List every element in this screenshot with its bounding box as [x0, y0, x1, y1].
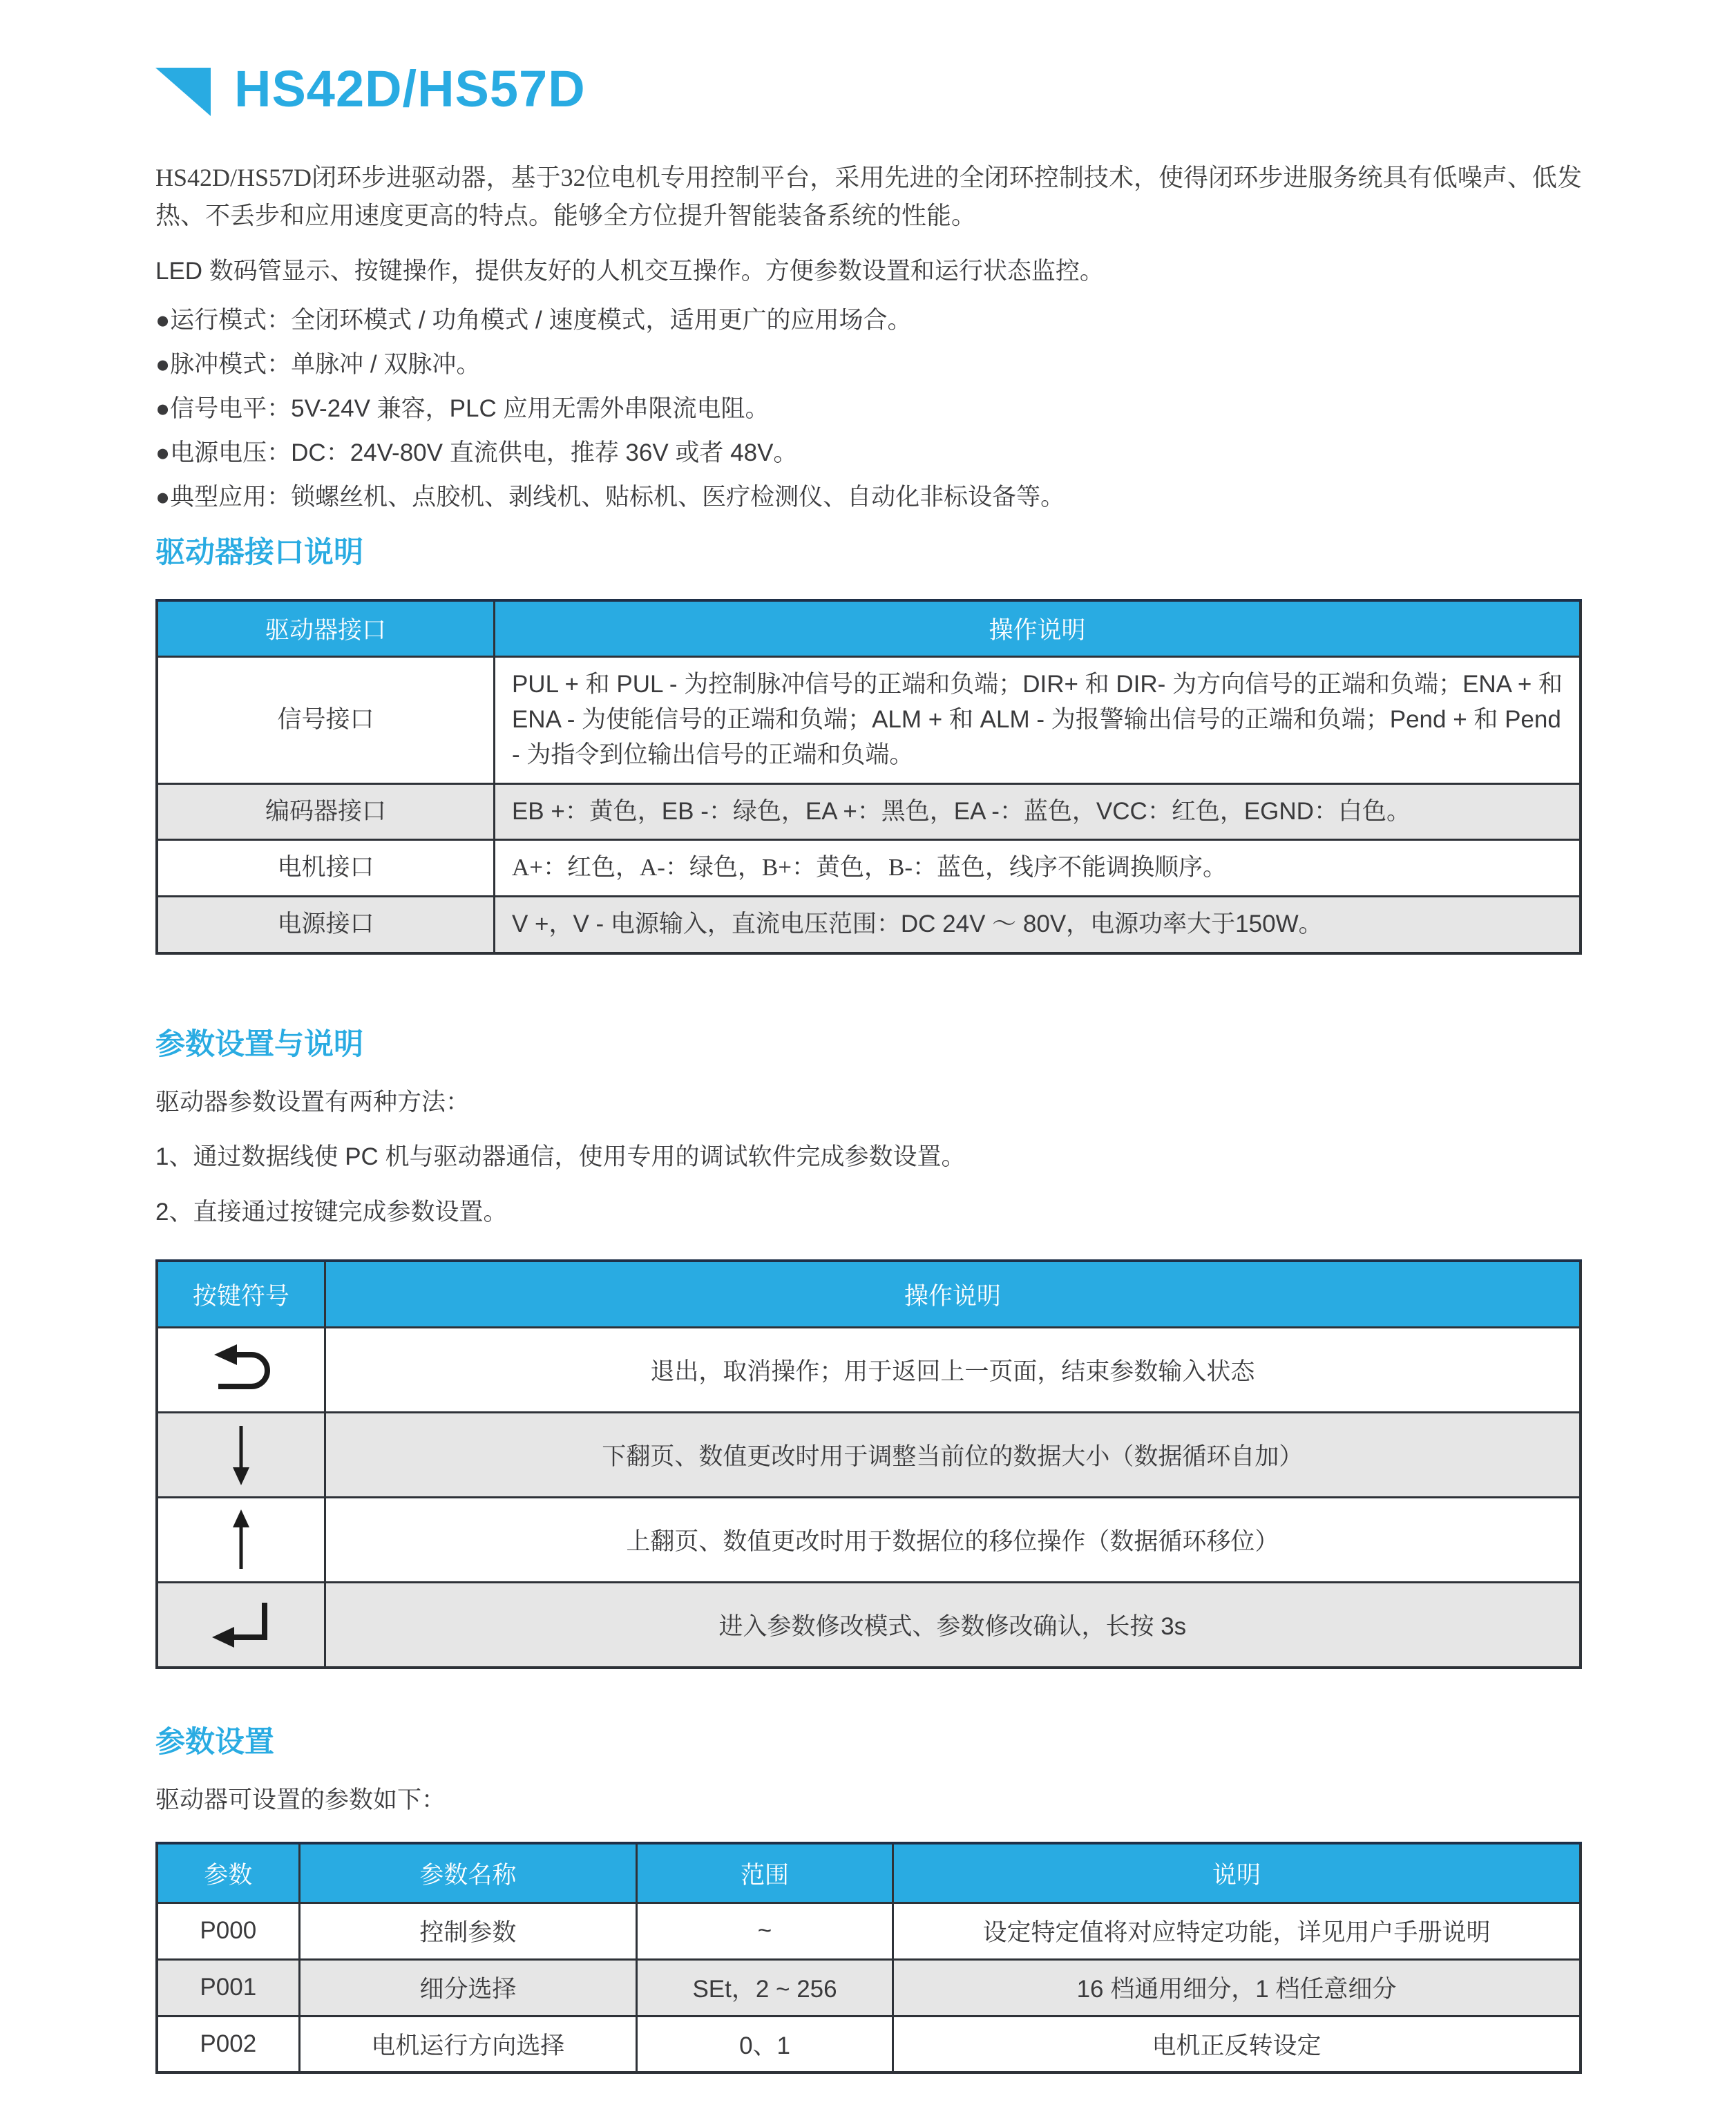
column-header: 按键符号 [157, 1261, 325, 1327]
column-header: 范围 [637, 1843, 893, 1903]
interface-desc: V +，V - 电源输入，直流电压范围：DC 24V ～ 80V，电源功率大于150W。 [494, 897, 1581, 953]
feature-list [155, 308, 1582, 509]
column-header: 参数名称 [299, 1843, 636, 1903]
column-header: 操作说明 [494, 600, 1581, 657]
table-row [157, 1903, 1581, 1959]
param-name: 细分选择 [299, 1959, 636, 2016]
feature-item: ●信号电平：5V-24V 兼容，PLC 应用无需外串限流电阻。 [155, 394, 770, 422]
params-table [155, 1842, 1582, 2074]
interface-desc: A+：红色，A-：绿色，B+：黄色，B-：蓝色，线序不能调换顺序。 [494, 840, 1581, 897]
params-table-header-row [157, 1843, 1581, 1903]
interface-name: 电机接口 [157, 840, 494, 897]
param-code: P000 [157, 1903, 299, 1959]
column-header: 参数 [157, 1843, 299, 1903]
column-header: 驱动器接口 [157, 600, 494, 657]
table-row [157, 1959, 1581, 2016]
params-intro: 驱动器可设置的参数如下： [155, 1786, 446, 1813]
param-desc: 设定特定值将对应特定功能，详见用户手册说明 [893, 1903, 1581, 1959]
param-name: 电机运行方向选择 [299, 2016, 636, 2072]
table-row [157, 1497, 1581, 1582]
table-row [157, 657, 1581, 783]
key-desc: 下翻页、数值更改时用于调整当前位的数据大小（数据循环自加） [325, 1412, 1581, 1497]
table-row [157, 783, 1581, 840]
down-arrow-icon [210, 1423, 272, 1487]
key-desc: 进入参数修改模式、参数修改确认，长按 3s [325, 1582, 1581, 1668]
param-range: 0、1 [637, 2016, 893, 2072]
key-desc: 上翻页、数值更改时用于数据位的移位操作（数据循环移位） [325, 1497, 1581, 1582]
param-method-1: 1、通过数据线使 PC 机与驱动器通信，使用专用的调试软件完成参数设置。 [155, 1143, 966, 1171]
title-block [155, 60, 1582, 117]
keys-table [155, 1259, 1582, 1669]
feature-item: ●脉冲模式：单脉冲 / 双脉冲。 [155, 350, 481, 378]
param-range: ~ [637, 1903, 893, 1959]
feature-item: ●运行模式：全闭环模式 / 功角模式 / 速度模式，适用更广的应用场合。 [155, 306, 912, 334]
param-method-2: 2、直接通过按键完成参数设置。 [155, 1198, 508, 1226]
table-row [157, 897, 1581, 953]
param-code: P001 [157, 1959, 299, 2016]
param-range: SEt，2 ~ 256 [637, 1959, 893, 2016]
section-heading-params: 参数设置 [155, 1725, 274, 1759]
feature-item: ●电源电压：DC：24V-80V 直流供电，推荐 36V 或者 48V。 [155, 439, 798, 466]
param-methods-intro: 驱动器参数设置有两种方法： [155, 1088, 470, 1116]
interface-table-header-row [157, 600, 1581, 657]
page-title: HS42D/HS57D [234, 60, 586, 117]
up-arrow-icon [210, 1508, 272, 1572]
table-row [157, 2016, 1581, 2072]
column-header: 说明 [893, 1843, 1581, 1903]
table-row [157, 1582, 1581, 1668]
interface-name: 信号接口 [157, 657, 494, 783]
interface-desc: EB +：黄色，EB -：绿色，EA +：黑色，EA -：蓝色，VCC：红色，EGND：白色。 [494, 783, 1581, 840]
key-symbol-cell [157, 1582, 325, 1668]
param-desc: 16 档通用细分，1 档任意细分 [893, 1959, 1581, 2016]
back-return-arrow-icon [200, 1338, 282, 1402]
keys-table-header-row [157, 1261, 1581, 1327]
key-desc: 退出，取消操作；用于返回上一页面，结束参数输入状态 [325, 1327, 1581, 1412]
feature-item: ●典型应用：锁螺丝机、点胶机、剥线机、贴标机、医疗检测仪、自动化非标设备等。 [155, 483, 1065, 511]
key-symbol-cell [157, 1327, 325, 1412]
blue-triangle-icon [155, 68, 211, 116]
interface-name: 电源接口 [157, 897, 494, 953]
param-name: 控制参数 [299, 1903, 636, 1959]
section-heading-param-setting: 参数设置与说明 [155, 1027, 363, 1061]
param-code: P002 [157, 2016, 299, 2072]
intro-paragraph-led: LED 数码管显示、按键操作，提供友好的人机交互操作。方便参数设置和运行状态监控。 [155, 258, 1104, 285]
interface-table [155, 599, 1582, 955]
param-desc: 电机正反转设定 [893, 2016, 1581, 2072]
interface-name: 编码器接口 [157, 783, 494, 840]
table-row [157, 1412, 1581, 1497]
section-heading-interface: 驱动器接口说明 [155, 535, 363, 569]
interface-desc: PUL + 和 PUL - 为控制脉冲信号的正端和负端；DIR+ 和 DIR- 为方向信号的正端和负端；ENA + 和 ENA - 为使能信号的正端和负端；ALM + 和 ALM - 为报警输出信号的正端和负端；Pend + 和 Pend - 为指令到位输出信号的正端和负端。 [494, 657, 1581, 783]
enter-arrow-icon [204, 1593, 278, 1657]
column-header: 操作说明 [325, 1261, 1581, 1327]
table-row [157, 840, 1581, 897]
intro-paragraph: HS42D/HS57D闭环步进驱动器，基于32位电机专用控制平台，采用先进的全闭环控制技术，使得闭环步进服务统具有低噪声、低发热、不丢步和应用速度更高的特点。能够全方位提升智能装备系统的性能。 [155, 164, 1582, 229]
key-symbol-cell [157, 1497, 325, 1582]
table-row [157, 1327, 1581, 1412]
key-symbol-cell [157, 1412, 325, 1497]
